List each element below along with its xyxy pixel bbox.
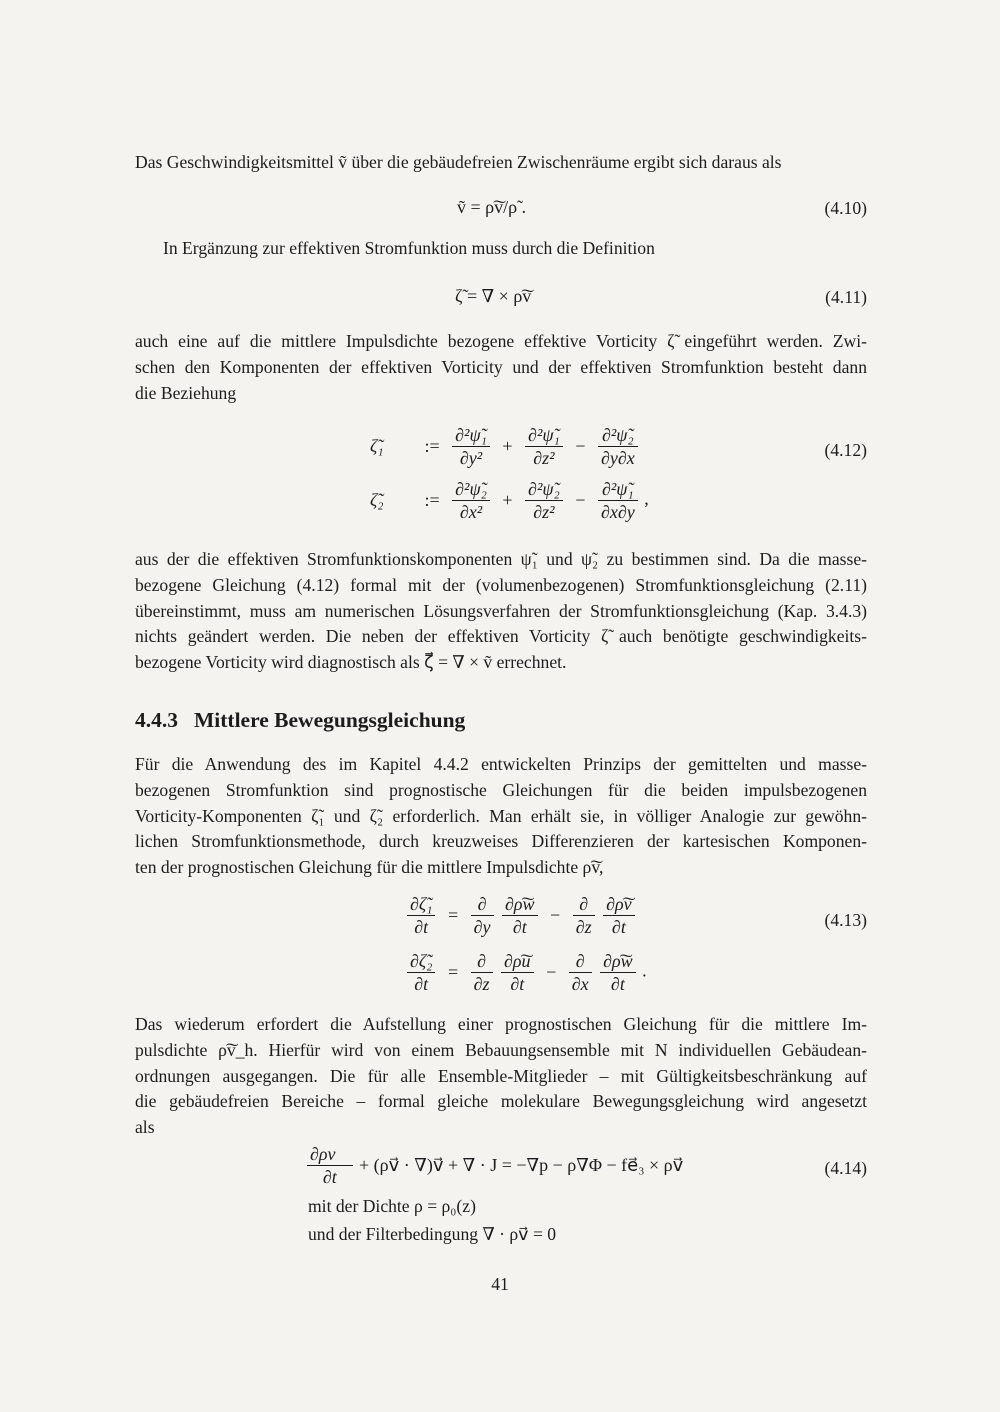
equation-number-4-14: (4.14) [824,1158,867,1178]
eq-fraction [307,1143,353,1188]
eq-fraction [452,478,490,523]
equation-4-10: ṽ = ρ͠v/ρ̃ . [457,197,527,217]
eq-denominator: ∂y∂x [600,448,635,468]
equation-number-4-10: (4.10) [824,198,867,218]
equation-number-4-11: (4.11) [825,287,867,307]
eq-fraction [471,893,494,938]
text-line: die Beziehung [135,382,237,403]
eq-assign: := [424,436,440,456]
eq-fraction [569,950,592,995]
eq-numerator: ∂ρv⃗ [307,1143,353,1166]
eq-fraction [407,893,435,938]
eq-rhs: + (ρv⃗ · ∇)v⃗ + ∇ · J = −∇p − ρ∇Φ − fe⃗₃ × ρv⃗ [359,1155,684,1175]
text-line: Für die Anwendung des im Kapitel 4.4.2 entwickelten Prinzips der gemittelten und masse- [135,754,867,774]
eq-operator: − [550,905,561,925]
paragraph-4 [135,547,867,676]
eq-numerator: ∂²ψ̃₁ [452,424,490,447]
eq-numerator: ∂ρ͠w [502,893,538,916]
eq-numerator: ∂²ψ̃₁ [525,424,563,447]
eq-lhs: ζ̃₁ [370,436,384,456]
eq-denominator: ∂t [512,917,527,937]
eq-denominator: ∂y² [459,448,483,468]
eq-denominator: ∂t [510,974,525,994]
eq-fraction [471,950,493,995]
eq-numerator: ∂²ψ̃₂ [525,478,563,501]
eq-numerator: ∂ [471,893,494,916]
equation-condition-2 [308,1222,808,1248]
equation-condition-1 [308,1194,808,1220]
eq-fraction [502,893,538,938]
eq-denominator: ∂x² [459,502,483,522]
text-line: bezogenen Stromfunktion sind prognostische Gleichungen für die beiden impulsbezogenen [135,779,867,800]
paragraph-1 [135,150,867,176]
eq-operator: + [502,490,513,510]
text-line: auch eine auf die mittlere Impulsdichte bezogene effektive Vorticity ζ̃ eingeführt werden. Zwi- [135,331,867,351]
eq-end: , [644,488,649,509]
paragraph-5 [135,752,867,881]
section-heading [135,708,465,733]
equation-4-12-row-2 [370,478,649,523]
eq-denominator: ∂x∂y [600,502,635,522]
eq-lhs: ζ̃₂ [370,490,384,510]
eq-numerator: ∂ρ͠v [603,893,635,916]
text-line: ten der prognostischen Gleichung für die mittlere Impulsdichte ρ͠v, [135,857,604,878]
text-line: Das Geschwindigkeitsmittel ṽ über die gebäudefreien Zwischenräume ergibt sich daraus als [135,152,782,172]
text-line: pulsdichte ρ͠v_h. Hierfür wird von einem Bebauungsensemble mit N individuellen Gebäudean- [135,1039,867,1060]
eq-operator: − [575,490,586,510]
eq-numerator: ∂²ψ̃₁ [598,478,638,501]
text-line: die gebäudefreien Bereiche – formal gleiche molekulare Bewegungsgleichung wird angesetzt [135,1091,867,1112]
eq-denominator: ∂t [414,974,429,994]
eq-fraction [573,893,595,938]
eq-assign: := [424,490,440,510]
equation-4-13-row-2 [405,950,647,995]
eq-numerator: ∂ζ̃₂ [407,950,435,973]
equation-4-11: ζ̃ = ∇ × ρ͠v [455,286,532,306]
eq-denominator: ∂t [610,974,625,994]
eq-fraction [525,478,563,523]
text-line: lichen Stromfunktionsmethode, durch kreuzweises Differenzieren der kartesischen Komponen- [135,831,867,852]
eq-denominator: ∂z [575,917,592,937]
page-number: 41 [491,1274,509,1294]
eq-operator: − [575,436,586,456]
text-line: In Ergänzung zur effektiven Stromfunktion muss durch die Definition [163,238,655,258]
eq-numerator: ∂ [471,950,493,973]
text-line: bezogene Vorticity wird diagnostisch als ζ⃗ = ∇ × ṽ errechnet. [135,652,567,673]
eq-numerator: ∂²ψ̃₂ [598,424,638,447]
section-title: Mittlere Bewegungsgleichung [194,708,466,732]
eq-denominator: ∂z² [533,502,555,522]
eq-fraction [525,424,563,469]
equation-4-14 [305,1143,683,1188]
eq-end: . [642,960,647,981]
eq-denominator: ∂x [571,974,589,994]
eq-fraction [501,950,534,995]
eq-numerator: ∂ [569,950,592,973]
text-line: schen den Komponenten der effektiven Vorticity und der effektiven Stromfunktion besteht dann [135,356,867,377]
eq-denominator: ∂t [611,917,626,937]
eq-equals: = [447,905,459,925]
text-line: übereinstimmt, muss am numerischen Lösungsverfahren der Stromfunktionsgleichung (Kap. 3.4.3) [135,600,867,621]
eq-fraction [603,893,635,938]
text-line: Vorticity-Komponenten ζ̃₁ und ζ̃₂ erforderlich. Man erhält sie, in völliger Analogie zur gewöhn- [135,805,867,826]
text-line: nichts geändert werden. Die neben der effektiven Vorticity ζ̃ auch benötigte geschwindigkeits- [135,626,867,647]
eq-denominator: ∂z [473,974,490,994]
text-line: Das wiederum erfordert die Aufstellung einer prognostischen Gleichung für die mittlere Im- [135,1014,867,1034]
eq-fraction [407,950,435,995]
eq-fraction [600,950,636,995]
eq-denominator: ∂z² [533,448,555,468]
eq-fraction [452,424,490,469]
equation-4-13-row-1 [405,893,637,938]
eq-numerator: ∂ρ͠u [501,950,534,973]
eq-numerator: ∂ [573,893,595,916]
text-line: mit der Dichte ρ = ρ₀(z) [308,1196,476,1216]
eq-equals: = [447,962,459,982]
eq-denominator: ∂t [414,917,429,937]
eq-operator: − [546,962,557,982]
paragraph-2 [163,236,863,262]
text-line: bezogene Gleichung (4.12) formal mit der (volumenbezogenen) Stromfunktionsgleichung (2.11) [135,574,867,595]
paragraph-3 [135,329,867,406]
text-line: und der Filterbedingung ∇ · ρv⃗ = 0 [308,1224,557,1244]
equation-number-4-12: (4.12) [824,440,867,460]
eq-numerator: ∂ζ̃₁ [407,893,435,916]
eq-fraction [598,424,638,469]
section-number: 4.4.3 [135,708,178,732]
text-line: als [135,1117,155,1138]
eq-fraction [598,478,638,523]
equation-number-4-13: (4.13) [824,910,867,930]
eq-denominator: ∂y [473,917,491,937]
eq-denominator: ∂t [322,1167,337,1187]
eq-operator: + [502,436,513,456]
paragraph-6 [135,1012,867,1141]
eq-numerator: ∂²ψ̃₂ [452,478,490,501]
equation-4-12-row-1 [370,424,640,469]
eq-numerator: ∂ρ͠w [600,950,636,973]
text-line: ordnungen ausgegangen. Die für alle Ensemble-Mitglieder – mit Gültigkeitsbeschränkung auf [135,1065,867,1086]
text-line: aus der die effektiven Stromfunktionskomponenten ψ̃₁ und ψ̃₂ zu bestimmen sind. Da die masse- [135,549,867,569]
